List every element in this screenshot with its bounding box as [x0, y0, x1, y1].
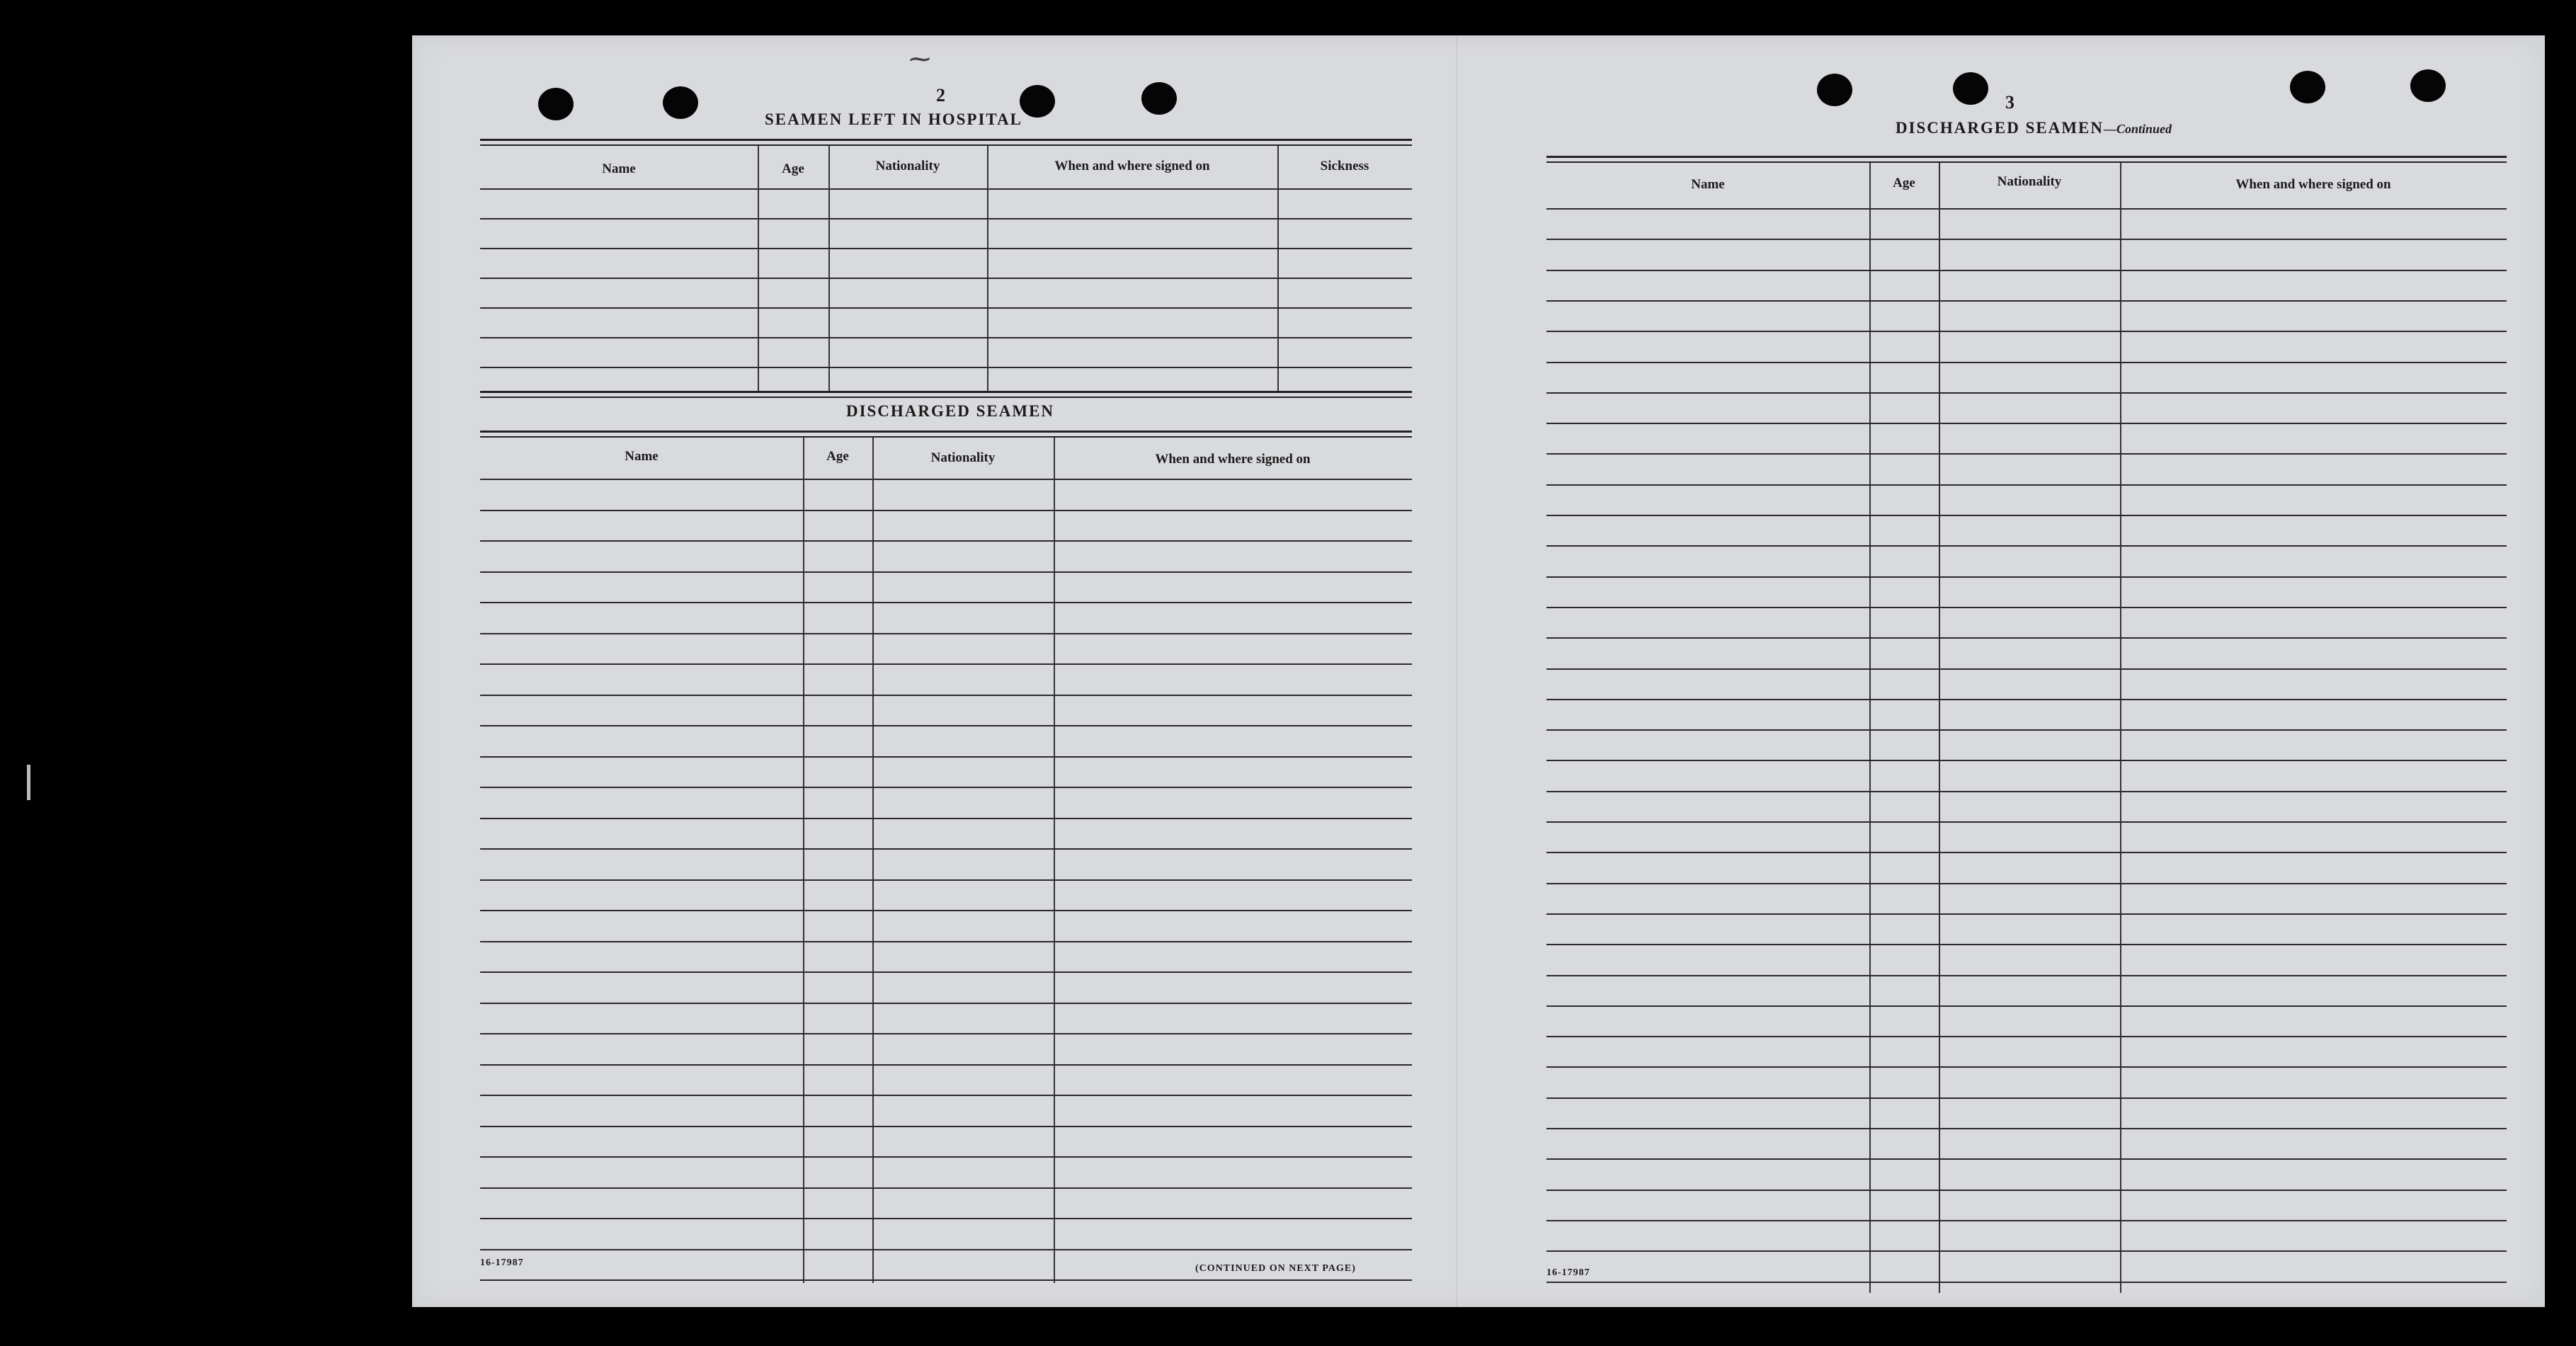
- row-line: [480, 218, 1412, 219]
- column-divider: [2120, 163, 2121, 1293]
- row-line: [1546, 760, 2507, 761]
- row-line: [480, 695, 1412, 696]
- col-header-name: Name: [625, 449, 659, 464]
- col-header-signed-on: When and where signed on: [1155, 452, 1311, 467]
- row-line: [1546, 1220, 2507, 1221]
- punch-hole: [2290, 71, 2325, 103]
- col-header-age: Age: [782, 161, 804, 176]
- row-line: [480, 278, 1412, 279]
- column-divider: [987, 146, 988, 391]
- continued-note: (CONTINUED ON NEXT PAGE): [1195, 1263, 1356, 1274]
- header-separator: [480, 188, 1412, 190]
- row-line: [1546, 1190, 2507, 1191]
- punch-hole: [1953, 72, 1988, 105]
- right-form-number: 16-17987: [1546, 1267, 1590, 1278]
- row-line: [1546, 362, 2507, 363]
- punch-hole: [538, 88, 574, 120]
- row-line: [1546, 944, 2507, 945]
- col-header-nationality: Nationality: [1997, 174, 2062, 189]
- row-line: [1546, 576, 2507, 578]
- scan-edge-mark: [27, 765, 30, 800]
- row-line: [1546, 453, 2507, 455]
- row-line: [480, 1003, 1412, 1004]
- col-header-signed-on: When and where signed on: [2235, 177, 2391, 192]
- document-spread: [412, 35, 2545, 1307]
- row-line: [480, 1095, 1412, 1096]
- row-line: [1546, 791, 2507, 792]
- row-line: [480, 848, 1412, 850]
- column-divider: [1939, 163, 1940, 1293]
- discharged-top-rule: [480, 430, 1412, 438]
- row-line: [480, 602, 1412, 603]
- right-title-main: DISCHARGED SEAMEN: [1895, 119, 2104, 137]
- row-line: [1546, 270, 2507, 271]
- row-line: [480, 540, 1412, 542]
- row-line: [480, 725, 1412, 726]
- row-line: [480, 510, 1412, 511]
- row-line: [1546, 1005, 2507, 1007]
- column-divider: [1277, 146, 1279, 391]
- row-line: [480, 1033, 1412, 1034]
- discharged-table: [480, 438, 1412, 1283]
- row-line: [1546, 729, 2507, 731]
- discharged-section-title: DISCHARGED SEAMEN: [845, 402, 1055, 420]
- row-line: [1546, 913, 2507, 915]
- row-line: [1546, 1097, 2507, 1099]
- hospital-section-title: SEAMEN LEFT IN HOSPITAL: [764, 110, 1023, 128]
- right-page-number: 3: [2005, 92, 2014, 113]
- hospital-bottom-rule: [480, 391, 1412, 398]
- right-discharged-table: [1546, 163, 2507, 1293]
- row-line: [480, 307, 1412, 309]
- ink-smudge: ⁓: [909, 47, 930, 71]
- punch-hole: [2410, 69, 2446, 102]
- row-line: [1546, 545, 2507, 547]
- column-divider: [758, 146, 759, 391]
- row-line: [480, 1279, 1412, 1281]
- row-line: [1546, 821, 2507, 823]
- row-line: [1546, 607, 2507, 608]
- row-line: [480, 1249, 1412, 1250]
- column-divider: [1869, 163, 1871, 1293]
- col-header-age: Age: [826, 449, 849, 464]
- row-line: [1546, 852, 2507, 853]
- row-line: [480, 818, 1412, 819]
- row-line: [1546, 239, 2507, 240]
- left-page-number: 2: [936, 85, 945, 105]
- header-separator: [1546, 208, 2507, 210]
- right-top-rule: [1546, 156, 2507, 163]
- row-line: [1546, 423, 2507, 424]
- right-section-title: [1814, 119, 2253, 137]
- row-line: [480, 1218, 1412, 1219]
- row-line: [1546, 300, 2507, 302]
- row-line: [480, 879, 1412, 881]
- row-line: [480, 633, 1412, 634]
- row-line: [480, 367, 1412, 368]
- row-line: [1546, 1158, 2507, 1160]
- col-header-age: Age: [1893, 176, 1915, 190]
- row-line: [480, 1156, 1412, 1158]
- col-header-name: Name: [1691, 177, 1725, 192]
- punch-hole: [1817, 74, 1852, 106]
- row-line: [480, 571, 1412, 573]
- punch-hole: [663, 86, 698, 119]
- row-line: [1546, 637, 2507, 639]
- header-separator: [480, 479, 1412, 480]
- row-line: [480, 910, 1412, 911]
- row-line: [1546, 699, 2507, 700]
- col-header-sickness: Sickness: [1320, 159, 1369, 173]
- page-fold: [1456, 35, 1457, 1307]
- punch-hole: [1141, 82, 1177, 115]
- row-line: [480, 1126, 1412, 1127]
- row-line: [480, 663, 1412, 665]
- col-header-name: Name: [602, 161, 636, 176]
- column-divider: [828, 146, 830, 391]
- row-line: [1546, 975, 2507, 976]
- row-line: [1546, 1250, 2507, 1252]
- left-form-number: 16-17987: [480, 1257, 524, 1268]
- row-line: [1546, 1282, 2507, 1283]
- row-line: [1546, 515, 2507, 516]
- row-line: [1546, 1066, 2507, 1068]
- hospital-top-rule: [480, 139, 1412, 146]
- row-line: [1546, 1128, 2507, 1129]
- row-line: [480, 941, 1412, 942]
- right-title-suffix: —Continued: [2104, 122, 2172, 136]
- row-line: [1546, 392, 2507, 394]
- col-header-nationality: Nationality: [930, 450, 996, 465]
- row-line: [480, 787, 1412, 788]
- row-line: [480, 1064, 1412, 1066]
- row-line: [480, 756, 1412, 758]
- row-line: [1546, 668, 2507, 670]
- row-line: [1546, 1036, 2507, 1037]
- hospital-table: [480, 146, 1412, 391]
- col-header-signed-on: When and where signed on: [1054, 159, 1210, 173]
- row-line: [480, 337, 1412, 338]
- row-line: [480, 971, 1412, 973]
- row-line: [1546, 331, 2507, 332]
- col-header-nationality: Nationality: [875, 159, 940, 173]
- row-line: [1546, 883, 2507, 884]
- row-line: [480, 248, 1412, 249]
- row-line: [1546, 484, 2507, 486]
- row-line: [480, 1187, 1412, 1189]
